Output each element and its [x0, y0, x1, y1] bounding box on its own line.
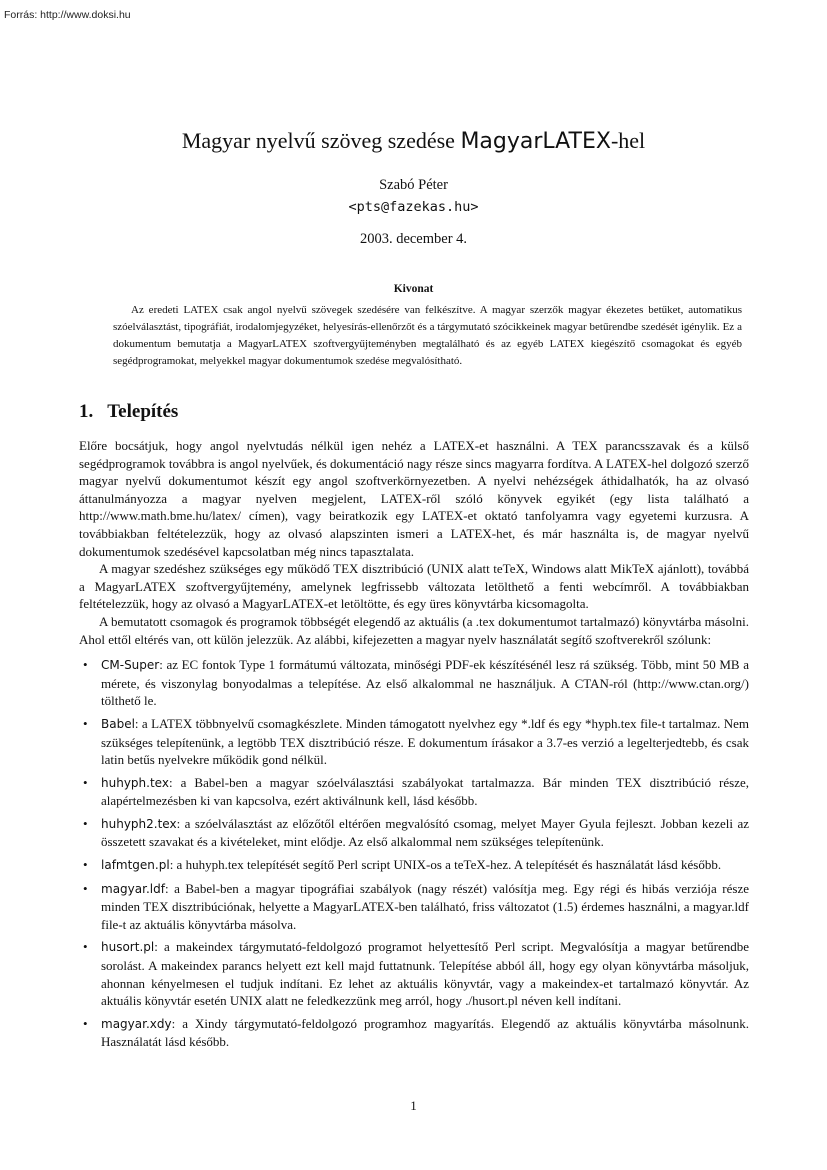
- abstract-text: Az eredeti LATEX csak angol nyelvű szövegek szedésére van felkészítve. A magyar szerzők magyar ékezetes betűket, automatikus szóelválasztást, tipográfiát, irodalomjegyzéket, helyesírás-ellenőrzőt és a tárgymutató szócikkeinek magyar betűrendbe szedését igénylik. Ez a dokumentum bemutatja a MagyarLATEX szoftvergyűjteményben megtalálható és az egyéb LATEX kiegészítő csomagokat és egyéb segédprogramokat, melyekkel magyar dokumentumok szedése megvalósítható.: [113, 304, 742, 367]
- item-name: huhyph2.tex: [101, 816, 177, 831]
- section-title: Telepítés: [107, 401, 179, 422]
- item-name: huhyph.tex: [101, 775, 169, 790]
- item-name: magyar.ldf: [101, 881, 165, 896]
- title-prefix: Magyar nyelvű szöveg szedése: [181, 128, 461, 153]
- source-note: Forrás: http://www.doksi.hu: [4, 9, 131, 21]
- author: Szabó Péter: [379, 177, 448, 193]
- software-list: [79, 656, 749, 1051]
- paragraph: Előre bocsátjuk, hogy angol nyelvtudás nélkül igen nehéz a LATEX-et használni. A TEX parancsszavak és a külső segédprogramok továbbra is angol nyelvűek, és dokumentáció nagy része sincs magyarra fordítva. A LATEX-hel dolgozó szerző magyar nyelvű dokumentumot készít egy angol szoftverkörnyezetben. A nyelvi nehézségek áthidalhatók, ha az olvasó áttanulmányozza a magyar nyelven megjelent, LATEX-ről szóló könyvek egyikét (egy lista található a http://www.math.bme.hu/latex/ címen), vagy beiratkozik egy LATEX-et oktató tanfolyamra vagy egyetemi kurzusra. A továbbiakban feltételezzük, hogy az olvasó alapszinten ismeri a LATEX-het, és már használta is, de magyar nyelvű dokumentumok szedésével kapcsolatban még nincs tapasztalata.: [79, 438, 749, 559]
- abstract-heading: Kivonat: [393, 283, 434, 295]
- item-text: : a szóelválasztást az előzőtől eltérően megvalósító csomag, melyet Mayer Gyula fejleszt. Jobban kezeli az összetett szavakat és a kivételeket, mint elődje. Az első alkalommal nem szükséges telepítenünk.: [101, 815, 749, 850]
- page-number: 1: [410, 1098, 417, 1113]
- item-text: : a Babel-ben a magyar szóelválasztási szabályokat tartalmazza. Bár minden TEX disztribúció része, alapértelmezésben ki van kapcsolva, ezért aktiválnunk kell, lásd később.: [101, 774, 749, 809]
- list-item: [101, 938, 749, 1009]
- item-text: : a Xindy tárgymutató-feldolgozó programhoz magyarítás. Elegendő az aktuális könyvtárba másolnunk. Használatát lásd később.: [101, 1015, 749, 1050]
- item-name: husort.pl: [101, 940, 155, 955]
- paragraph: A magyar szedéshez szükséges egy működő TEX disztribúció (UNIX alatt teTeX, Windows alatt MikTeX ajánlott), továbbá a MagyarLATEX szoftvergyűjtemény, amelynek legfrissebb változata letölthető a fenti webcímről. A továbbiakban feltételezzük, hogy az olvasó a MagyarLATEX-et letöltötte, és egy üres könyvtárba kicsomagolta.: [79, 561, 749, 612]
- item-text: : a LATEX többnyelvű csomagkészlete. Minden támogatott nyelvhez egy *.ldf és egy *hyph.tex file-t tartalmaz. Nem szükséges telepítenünk, a legtöbb TEX disztribúció része. E dokumentum írásakor a 3.7-es verzió a legelterjedtebb, és csak latin betűs nyelvekre működik gond nélkül.: [101, 715, 749, 768]
- paragraph: A bemutatott csomagok és programok többségét elegendő az aktuális (a .tex dokumentumot tartalmazó) könyvtárba másolni. Ahol ettől eltérés van, ott külön jelezzük. Az alábbi, kifejezetten a magyar nyelv használatát segítő szoftverekről szólunk:: [79, 613, 749, 647]
- list-item: [101, 880, 749, 934]
- section-heading: [79, 401, 178, 423]
- list-item: [101, 1015, 749, 1051]
- list-item: [101, 656, 749, 710]
- body-text: [79, 437, 749, 1056]
- item-text: : a makeindex tárgymutató-feldolgozó programot helyettesítő Perl script. Megvalósítja a magyar betűrendbe sorolást. A makeindex parancs helyett ezt kell majd futtatnunk. Telepítése abból áll, hogy egy olyan könyvtárba másoljuk, ahonnan kényelmesen el tudjuk indítani. Ez lehet az aktuális könyvtár, vagy a makeindex-et tartalmazó könyvtár. Az aktuális könyvtár esetén UNIX alatt ne feledkezzünk meg arról, hogy ./husort.pl néven kell indítani.: [101, 939, 749, 1009]
- list-item: [101, 715, 749, 769]
- list-item: [101, 856, 749, 875]
- section-number: 1.: [79, 401, 94, 422]
- author-email: <pts@fazekas.hu>: [348, 199, 479, 215]
- item-text: : a Babel-ben a magyar tipográfiai szabályok (nagy részét) valósítja meg. Egy régi és hibás verziója része minden TEX disztribúciónak, helyette a MagyarLATEX-ben található, friss változatot (1.5) érdemes használni, a magyar.ldf file-t az aktuális könyvtárba másolva.: [101, 880, 749, 932]
- item-name: lafmtgen.pl: [101, 858, 170, 873]
- item-text: : a huhyph.tex telepítését segítő Perl script UNIX-os a teTeX-hez. A telepítését és használatát lásd később.: [169, 857, 722, 873]
- title-suffix: -hel: [610, 128, 646, 153]
- date: 2003. december 4.: [359, 231, 468, 247]
- item-name: Babel: [101, 716, 135, 731]
- item-text: : az EC fontok Type 1 formátumú változata, minőségi PDF-ek készítésénél lesz rá szükség. Több, mint 50 MB a mérete, és viszonylag bonyodalmas a telepítése. Az első alkalommal ne használjuk. A CTAN-ról (http://www.ctan.org/) tölthető le.: [101, 657, 749, 709]
- item-name: magyar.xdy: [101, 1016, 172, 1031]
- page-title: [0, 128, 827, 154]
- list-item: [101, 815, 749, 851]
- list-item: [101, 774, 749, 810]
- item-name: CM-Super: [101, 658, 160, 673]
- title-brand: MagyarLATEX: [460, 129, 611, 154]
